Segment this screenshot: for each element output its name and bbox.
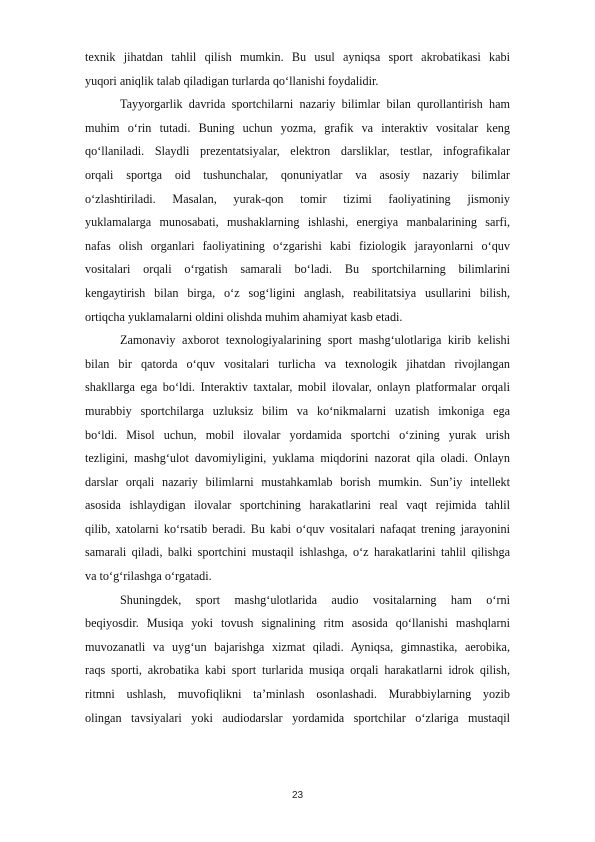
text-line: samarali qiladi, balki sportchini mustaqil ishlashga, o‘z harakatlarini tahlil qilishga (85, 545, 510, 560)
text-line: vositalari orqali o‘rgatish samarali bo‘ladi. Bu sportchilarning bilimlarini (85, 262, 510, 277)
text-line: texnik jihatdan tahlil qilish mumkin. Bu usul ayniqsa sport akrobatikasi kabi (85, 50, 510, 64)
paragraph-4 (85, 589, 510, 731)
text-line: murabbiy sportchilarga uzluksiz bilim va ko‘nikmalarni uzatish imkoniga ega (85, 403, 510, 418)
paragraph-1 (85, 46, 510, 93)
text-line: Tayyorgarlik davrida sportchilarni nazariy bilimlar bilan qurollantirish ham (120, 97, 510, 112)
document-body (85, 46, 510, 730)
text-line: bo‘ldi. Misol uchun, mobil ilovalar yordamida sportchi o‘zining yurak urish (85, 427, 510, 442)
text-line: Zamonaviy axborot texnologiyalarining sport mashg‘ulotlariga kirib kelishi (120, 333, 510, 348)
text-line: raqs sporti, akrobatika kabi sport turlarida musiqa orqali harakatlarni idrok qilish, (85, 663, 510, 678)
paragraph-3 (85, 329, 510, 589)
text-line: yuklamalarga munosabati, mushaklarning ishlashi, energiya manbalarining sarfi, (85, 215, 510, 230)
text-line: Shuningdek, sport mashg‘ulotlarida audio vositalarning ham o‘rni (120, 592, 510, 607)
text-line: orqali sportga oid tushunchalar, qonuniyatlar va asosiy nazariy bilimlar (85, 167, 510, 182)
text-line: muhim o‘rin tutadi. Buning uchun yozma, grafik va interaktiv vositalar keng (85, 120, 510, 135)
text-line: ortiqcha yuklamalarni oldini olishda muhim ahamiyat kasb etadi. (85, 309, 403, 324)
text-line: bilan bir qatorda o‘quv vositalari turlicha va texnologik jihatdan rivojlangan (85, 356, 510, 371)
text-line: shakllarga ega bo‘ldi. Interaktiv taxtalar, mobil ilovalar, onlayn platformalar orqali (85, 380, 510, 395)
page-number: 23 (291, 790, 304, 801)
text-line: qilib, xatolarni ko‘rsatib beradi. Bu kabi o‘quv vositalari nafaqat trening jarayonini (85, 521, 510, 536)
text-line: ritmni ushlash, muvofiqlikni ta’minlash osonlashadi. Murabbiylarning yozib (85, 687, 510, 702)
text-line: o‘zlashtiriladi. Masalan, yurak-qon tomir tizimi faoliyatining jismoniy (85, 191, 510, 206)
text-line: asosida ishlaydigan ilovalar sportchining harakatlarini real vaqt rejimida tahlil (85, 498, 510, 513)
text-line: beqiyosdir. Musiqa yoki tovush signalining ritm asosida qo‘llanishi mashqlarni (85, 616, 510, 631)
paragraph-2 (85, 93, 510, 329)
text-line: va to‘g‘rilashga o‘rgatadi. (85, 569, 212, 584)
text-line: yuqori aniqlik talab qiladigan turlarda qo‘llanishi foydalidir. (85, 73, 379, 88)
text-line: kengaytirish bilan birga, o‘z sog‘ligini anglash, reabilitatsiya usullarini bilish, (85, 285, 510, 300)
text-line: olingan tavsiyalari yoki audiodarslar yordamida sportchilar o‘zlariga mustaqil (85, 710, 510, 725)
text-line: nafas olish organlari faoliyatining o‘zgarishi kabi fiziologik jarayonlarni o‘quv (85, 238, 510, 253)
text-line: tezligini, mashg‘ulot davomiyligini, yuklama miqdorini nazorat qila oladi. Onlayn (85, 451, 510, 466)
text-line: muvozanatli va uyg‘un bajarishga xizmat qiladi. Ayniqsa, gimnastika, aerobika, (85, 639, 510, 654)
text-line: qo‘llaniladi. Slaydli prezentatsiyalar, elektron darsliklar, testlar, infografikalar (85, 144, 510, 159)
text-line: darslar orqali nazariy bilimlarni mustahkamlab borish mumkin. Sun’iy intellekt (85, 474, 510, 489)
